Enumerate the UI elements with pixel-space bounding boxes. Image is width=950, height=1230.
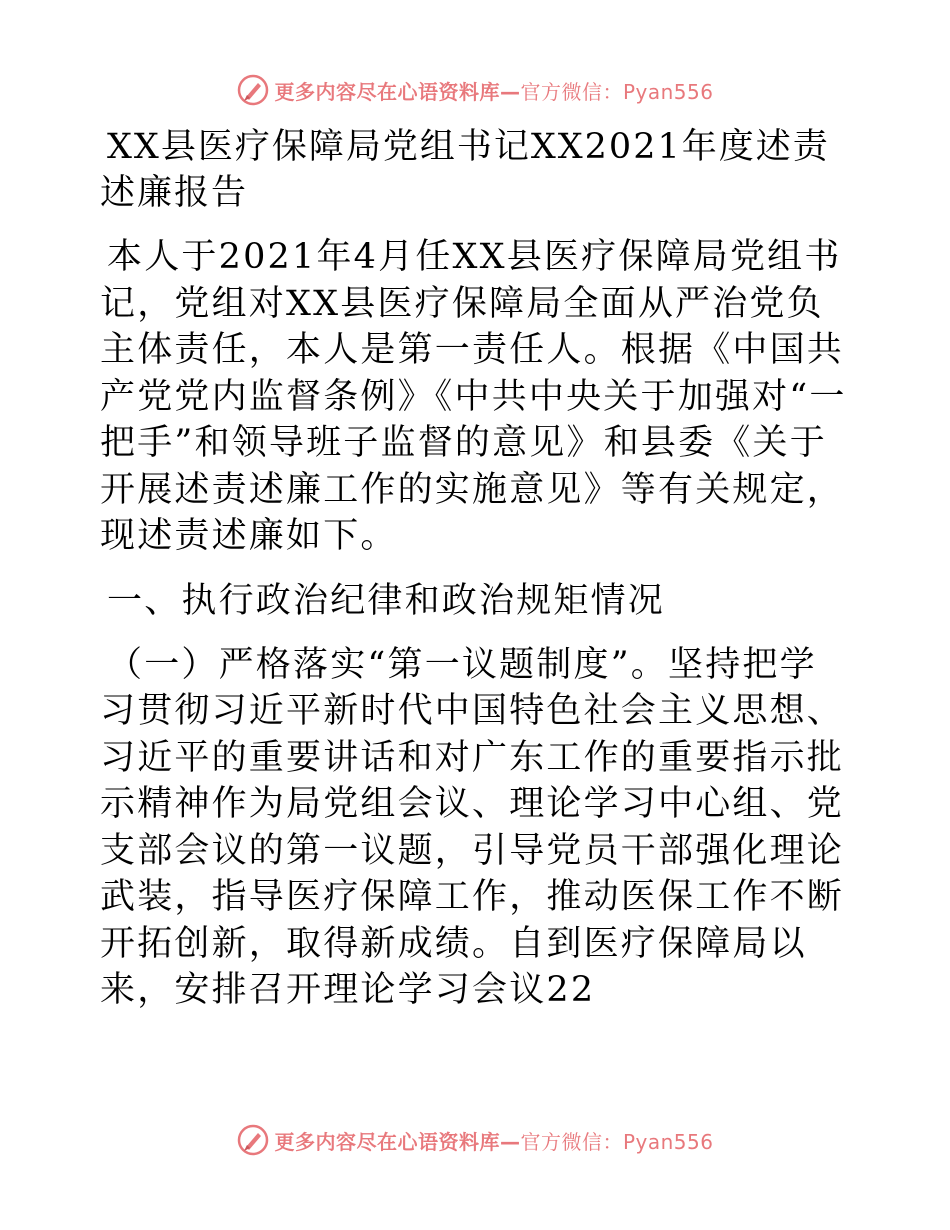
banner-text bbox=[274, 1126, 713, 1155]
intro-paragraph: 本人于2021年4月任XX县医疗保障局党组书记，党组对XX县医疗保障局全面从严治党负主体责任，本人是第一责任人。根据《中国共产党党内监督条例》《中共中央关于加强对“一把手”和领导班子监督的意见》和县委《关于开展述责述廉工作的实施意见》等有关规定，现述责述廉如下。 bbox=[100, 237, 847, 556]
banner-contact: 官方微信：Pyan556 bbox=[520, 79, 714, 104]
banner-separator: — bbox=[499, 1129, 521, 1154]
banner-brand: 更多内容尽在心语资料库 bbox=[274, 79, 500, 104]
section-paragraph: （一）严格落实“第一议题制度”。坚持把学习贯彻习近平新时代中国特色社会主义思想、习近平的重要讲话和对广东工作的重要指示批示精神作为局党组会议、理论学习中心组、党支部会议的第一议题，引导党员干部强化理论武装，指导医疗保障工作，推动医保工作不断开拓创新，取得新成绩。自到医疗保障局以来，安排召开理论学习会议22 bbox=[100, 644, 845, 1010]
pen-nib-icon bbox=[236, 73, 270, 107]
header-watermark-banner bbox=[0, 70, 950, 110]
document-title: XX县医疗保障局党组书记XX2021年度述责述廉报告 bbox=[100, 127, 830, 213]
banner-contact: 官方微信：Pyan556 bbox=[520, 1129, 714, 1154]
footer-watermark-banner bbox=[0, 1120, 950, 1160]
section-heading: 一、执行政治纪律和政治规矩情况 bbox=[107, 580, 666, 621]
banner-text bbox=[274, 76, 713, 105]
document-body bbox=[100, 124, 850, 1032]
banner-brand: 更多内容尽在心语资料库 bbox=[274, 1129, 500, 1154]
pen-nib-icon bbox=[236, 1123, 270, 1157]
banner-separator: — bbox=[499, 79, 521, 104]
